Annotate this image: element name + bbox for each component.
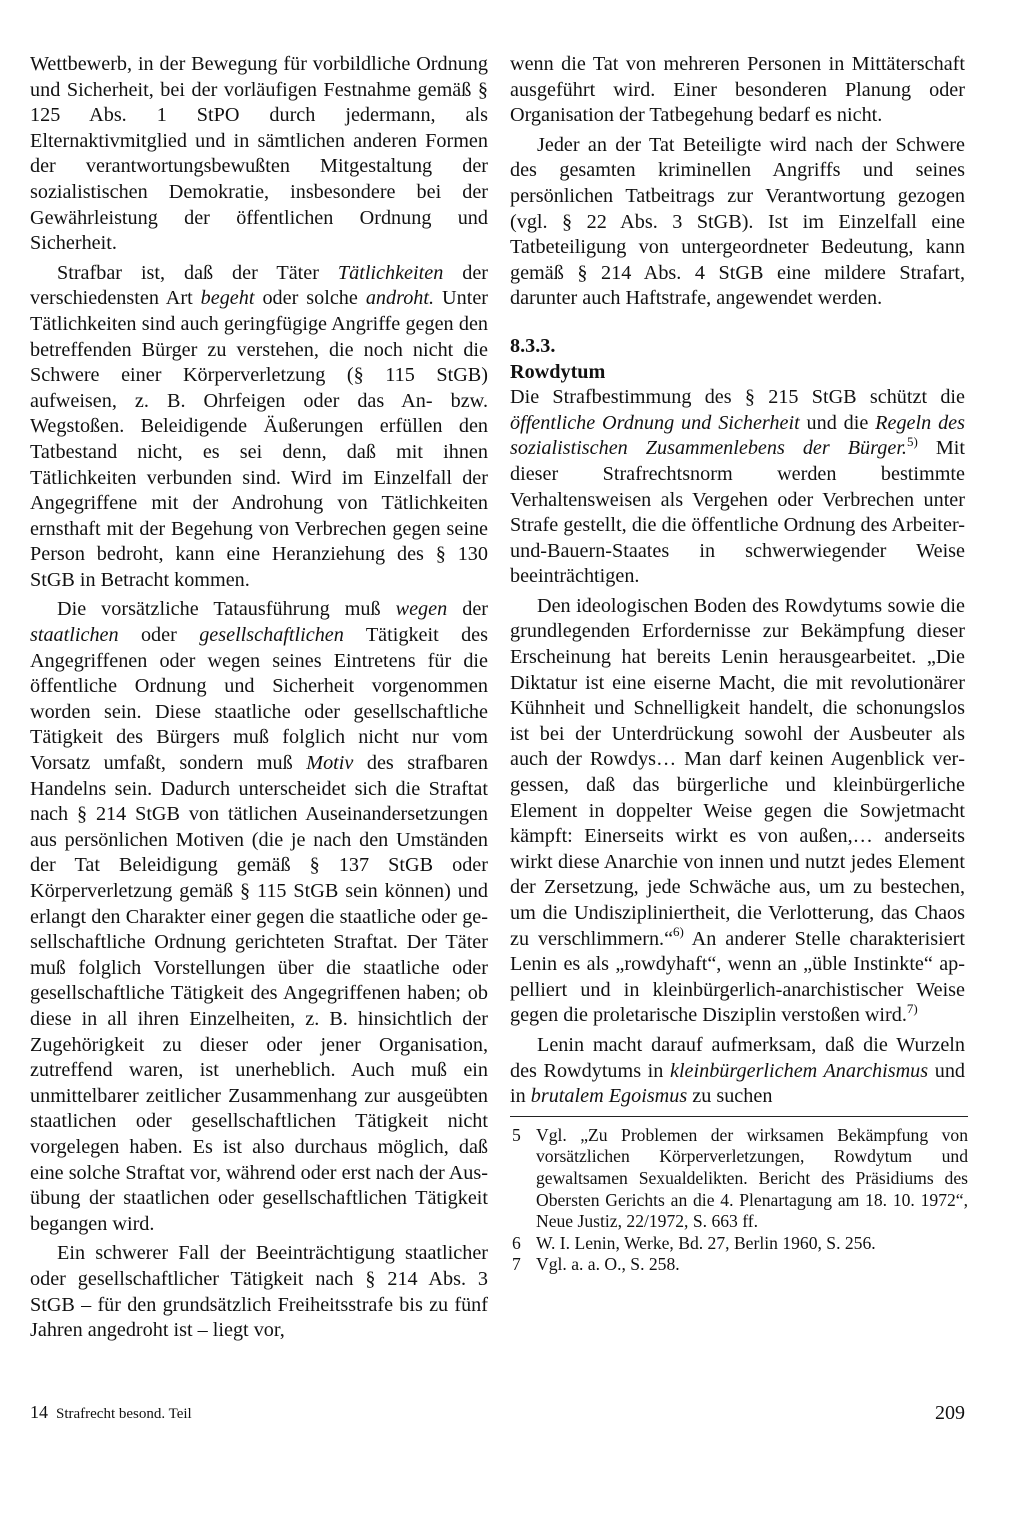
section-title: Rowdytum [510, 360, 606, 383]
left-text-column [30, 52, 488, 1344]
italic-emphasis: Tätlichkeiten [337, 261, 444, 284]
text-run: Mit dieser Strafrechtsnorm werden bestimmte Verhaltensweisen als Vergehen oder Verbrechen unter Strafe gestellt, die die öffentliche Ordnung des Arbeiter-und-Bauern-Staates in schwerwiegender Weise beeinträchtigen. [510, 437, 965, 588]
footnote-reference: 7) [906, 1000, 918, 1016]
text-run: des strafbaren Handelns sein. Dadurch unterscheidet sich die Straftat nach § 214 StGB von tätlichen Auseinandersetzungen aus persönlichen Motiven (die je nach den Umständen der Tat Beleidigung gemäß § 137 StGB oder Körperverletzung gemäß § 115 StGB sein können) und erlangt den Charakter einer gegen die staatliche oder gesellschaftliche Ordnung gerichteten Straftat. Der Täter muß folglich Vorstellungen über die staatliche oder gesellschaftliche Tätigkeit des Angegriffenen haben; ob diese in all ihren Einzelheiten, z. B. hinsichtlich der Zugehörigkeit zu dieser oder jener Organisation, zutreffend waren, ist unerheblich. Auch muß ein unmittelbarer zeitlicher Zusammenhang zur ausgeübten staatlichen oder gesellschaftlichen Tätigkeit nicht vorgelegen haben. Es ist also durchaus möglich, daß eine solche Straftat vor, während oder erst nach der Ausübung der staatlichen oder gesellschaftlichen Tätigkeit begangen wird. [30, 752, 488, 1235]
text-run: wenn die Tat von mehreren Personen in Mittäterschaft ausgeführt wird. Einer besonderen Planung oder Organisation der Tatbegehung bedarf es nicht. [510, 53, 965, 127]
footnote-text: Vgl. a. a. O., S. 258. [536, 1254, 680, 1275]
italic-emphasis: gesellschaftlichen [199, 624, 344, 647]
page-footer [30, 1402, 965, 1432]
italic-emphasis: androht. [365, 287, 435, 310]
text-run: Tätigkeit des Angegriffenen oder wegen seines Eintretens für die öffentliche Ordnung und Sicherheit vorgenommen worden sein. Diese staatliche oder gesellschaftliche Tätigkeit des Bürgers muß folglich nicht nur vom Vorsatz umfaßt, sondern muß [30, 624, 488, 775]
italic-emphasis: kleinbürgerlichem Anarchismus [669, 1059, 929, 1082]
italic-emphasis: brutalem Egoismus [530, 1085, 688, 1108]
right-text-column [510, 52, 968, 1276]
section-heading [510, 334, 965, 385]
footnote-number: 5 [512, 1124, 521, 1145]
text-run: und die [799, 411, 876, 434]
paragraph [30, 597, 488, 1237]
paragraph [510, 594, 965, 1029]
text-run: Lenin macht darauf aufmerksam, daß die Wurzeln des Rowdytums in [510, 1033, 965, 1082]
text-run: der [447, 598, 489, 621]
signature-number: 14 [30, 1402, 48, 1422]
footnotes [510, 1116, 968, 1276]
text-run: Wettbewerb, in der Bewegung für vorbildliche Ordnung und Sicherheit, bei der vorläufigen Festnahme gemäß § 125 Abs. 1 StPO durch jedermann, als Elternaktivmitglied und in sämtlichen anderen Formen der verantwortungsbewußten Mitgestaltung der sozialistischen Demokratie, insbesondere bei der Gewährleistung der öffentlichen Ordnung und Sicherheit. [30, 53, 488, 255]
printer-signature [30, 1402, 192, 1423]
text-run: Den ideologischen Boden des Rowdytums sowie die grundlegenden Erfordernisse zur Bekämpfung dieser Erscheinung hat bereits Lenin herausgearbeitet. „Die Diktatur ist eine eiserne Macht, die mit revolutionärer Kühnheit und Schnelligkeit handelt, die schonungslos ist bei der Unterdrückung sowohl der Ausbeuter als auch der Rowdys… Man darf keinen Augenblick vergessen, daß das bürgerliche und kleinbürgerliche Element in doppelter Weise gegen die Sowjetmacht kämpft: Einerseits wirkt es von außen,… anderseits wirkt diese Anarchie von innen und nutzt jedes Element der Zersetzung, jede Schwäche aus, um zu bestechen, um die Undiszipliniertheit, die Verlotterung, das Chaos zu verschlimmern.“ [510, 594, 965, 950]
paragraph [510, 133, 965, 312]
footnote-number: 6 [512, 1232, 521, 1253]
italic-emphasis: Motiv [306, 752, 354, 775]
text-run: und in [510, 1059, 966, 1108]
text-run: der verschiedensten Art [30, 261, 488, 310]
paragraph [510, 1033, 965, 1110]
text-run: zu suchen [687, 1085, 773, 1108]
text-run: Die Strafbestimmung des § 215 StGB schützt die [510, 386, 965, 409]
text-run: Jeder an der Tat Beteiligte wird nach der Schwere des gesamten kriminellen Angriffs und seines persönlichen Tatbeitrags zur Verantwortung gezogen (vgl. § 22 Abs. 3 StGB). Ist im Einzelfall eine Tatbeteiligung von untergeordneter Bedeutung, kann gemäß § 214 Abs. 4 StGB eine mildere Strafart, darunter auch Haftstrafe, angewendet werden. [510, 133, 965, 310]
footnote [510, 1254, 968, 1276]
signature-label: Strafrecht besond. Teil [56, 1406, 192, 1422]
page-number: 209 [935, 1402, 965, 1424]
footnote [510, 1233, 968, 1255]
footnote-number: 7 [512, 1254, 521, 1275]
italic-emphasis: öffentliche Ordnung und Sicherheit [510, 411, 800, 434]
text-run: Strafbar ist, daß der Täter [57, 261, 338, 284]
right-column-section-paragraphs [510, 385, 965, 1110]
text-run: oder [118, 624, 200, 647]
right-column-top-paragraphs [510, 52, 965, 312]
footnote [510, 1125, 968, 1233]
footnote-text: W. I. Lenin, Werke, Bd. 27, Berlin 1960, S. 256. [536, 1232, 876, 1253]
text-run: oder solche [254, 287, 366, 310]
text-run: Die vorsätzliche Tatausführung muß [57, 598, 396, 621]
paragraph [510, 52, 965, 129]
text-run: Unter Tätlichkeiten sind auch geringfügige Angriffe gegen den betreffenden Bürger zu verstehen, die noch nicht die Schwere einer Körperverletzung (§ 115 StGB) aufweisen, z. B. Ohrfeigen oder das An- bzw. Wegstoßen. Beleidigende Äußerungen erfüllen den Tatbestand nicht, es sei denn, daß mit ihnen Tätlichkeiten verbunden sind. Wird im Einzelfall der Angegriffene mit der Androhung von Tätlichkeiten ernsthaft mit der Begehung von Verbrechen gegen seine Person bedroht, kann eine Heranziehung des § 130 StGB in Betracht kommen. [30, 287, 488, 591]
footnote-reference: 6) [673, 923, 684, 939]
paragraph [30, 52, 488, 257]
footnote-reference: 5) [906, 433, 918, 449]
paragraph [30, 1241, 488, 1343]
section-number: 8.3.3. [510, 334, 556, 357]
italic-emphasis: wegen [395, 598, 448, 621]
footnote-text: Vgl. „Zu Problemen der wirksamen Bekämpfung von vorsätzlichen Körperverletzungen, Rowdytum und gewaltsamen Sexualdelikten. Bericht des Präsidiums des Obersten Gerichts an die 4. Plenartagung am 18. 10. 1972“, Neue Justiz, 22/1972, S. 663 ff. [536, 1124, 968, 1232]
paragraph [30, 261, 488, 594]
italic-emphasis: Regeln des sozialistischen Zusammenlebens der Bürger. [510, 411, 965, 460]
paragraph [510, 385, 965, 590]
italic-emphasis: staatlichen [30, 624, 119, 647]
italic-emphasis: begeht [200, 287, 255, 310]
text-run: Ein schwerer Fall der Beeinträchtigung staatlicher oder gesellschaftlicher Tätigkeit nach § 214 Abs. 3 StGB – für den grundsätzlich Freiheitsstrafe bis zu fünf Jahren angedroht ist – liegt vor, [30, 1242, 488, 1342]
text-run: An anderer Stelle charakterisiert Lenin es als „rowdyhaft“, wenn an „üble Instinkte“ appelliert und in kleinbürgerlich-anarchistischer Weise gegen die proletarische Disziplin verstoßen wird. [510, 927, 965, 1027]
